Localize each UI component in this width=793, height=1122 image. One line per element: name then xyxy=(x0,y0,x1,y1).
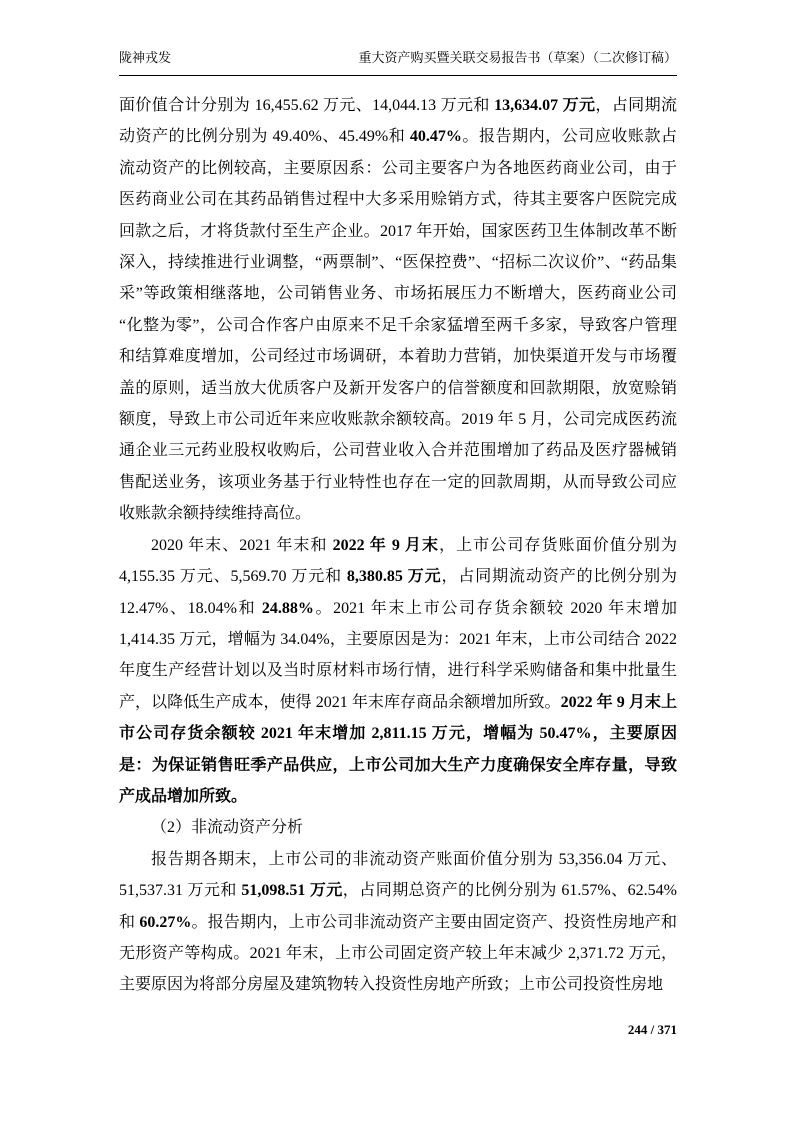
header-company-name: 陇神戎发 xyxy=(119,50,172,65)
bold-text-run: 24.88% xyxy=(261,599,314,617)
paragraph xyxy=(119,530,677,813)
paragraph xyxy=(119,90,677,530)
text-run: ，占同期总资产的比例分别为 61.57%、62.54%和 xyxy=(119,882,677,931)
text-run: 报告期各期末，上市公司的非流动资产账面价值分别为 53,356.04 万元、51,537.31 万元和 xyxy=(119,850,677,900)
text-run: 。报告期内，上市公司非流动资产主要由固定资产、投资性房地产和无形资产等构成。2021 年末，上市公司固定资产较上年末减少 2,371.72 万元，主要原因为将部分房屋及建筑物转入投资性房地产所致；上市公司投资性房地 xyxy=(119,913,677,994)
header-report-title: 重大资产购买暨关联交易报告书（草案）（二次修订稿） xyxy=(358,50,677,65)
bold-text-run: 2022 年 9 月末上市公司存货余额较 2021 年末增加 2,811.15 万元，增幅为 50.47%，主要原因是：为保证销售旺季产品供应，上市公司加大生产力度确保安全库存量，导致产成品增加所致。 xyxy=(119,693,677,805)
page-number: 244 / 371 xyxy=(627,1022,677,1037)
page-footer xyxy=(628,1022,677,1038)
text-run: 2020 年末、2021 年末和 xyxy=(151,536,333,554)
section-heading xyxy=(119,812,677,843)
text-run: 。2021 年末上市公司存货余额较 2020 年末增加 1,414.35 万元，增幅为 34.04%，主要原因是为：2021 年末，上市公司结合 2022 年度生产经营计划以及当时原材料市场行情，进行科学采购储备和集中批量生产，以降低生产成本，使得 2021 年末库存商品余额增加所致。 xyxy=(119,599,677,711)
text-run: （2）非流动资产分析 xyxy=(151,819,304,837)
text-run: ，上市公司存货账面价值分别为 4,155.35 万元、5,569.70 万元和 xyxy=(119,536,677,586)
text-run: 。报告期内，公司应收账款占流动资产的比例较高，主要原因系：公司主要客户为各地医药商业公司，由于医药商业公司在其药品销售过程中大多采用赊销方式，待其主要客户医院完成回款之后，才将货款付至生产企业。2017 年开始，国家医药卫生体制改革不断深入，持续推进行业调整，“两票制”、“医保控费”、“招标二次议价”、“药品集采”等政策相继落地，公司销售业务、市场拓展压力不断增大，医药商业公司“化整为零”，公司合作客户由原来不足千余家猛增至两千多家，导致客户管理和结算难度增加，公司经过市场调研，本着助力营销，加快渠道开发与市场覆盖的原则，适当放大优质客户及新开发客户的信誉额度和回款期限，放宽赊销额度，导致上市公司近年来应收账款余额较高。2019 年 5 月，公司完成医药流通企业三元药业股权收购后，公司营业收入合并范围增加了药品及医疗器械销售配送业务，该项业务基于行业特性也存在一定的回款周期，从而导致公司应收账款余额持续维持高位。 xyxy=(119,128,677,523)
page-header xyxy=(119,50,677,76)
text-run: ，占同期流动资产的比例分别为 49.40%、45.49%和 xyxy=(119,97,677,146)
paragraph xyxy=(119,844,677,1001)
bold-text-run: 13,634.07 万元 xyxy=(494,97,596,114)
bold-text-run: 51,098.51 万元 xyxy=(241,882,343,900)
document-body xyxy=(119,90,677,1001)
bold-text-run: 40.47% xyxy=(409,128,462,146)
text-run: ，占同期流动资产的比例分别为 12.47%、18.04%和 xyxy=(119,568,677,617)
bold-text-run: 60.27% xyxy=(139,913,192,931)
bold-text-run: 2022 年 9 月末 xyxy=(332,536,440,554)
text-run: 面价值合计分别为 16,455.62 万元、14,044.13 万元和 xyxy=(119,97,495,114)
bold-text-run: 8,380.85 万元 xyxy=(346,568,442,586)
